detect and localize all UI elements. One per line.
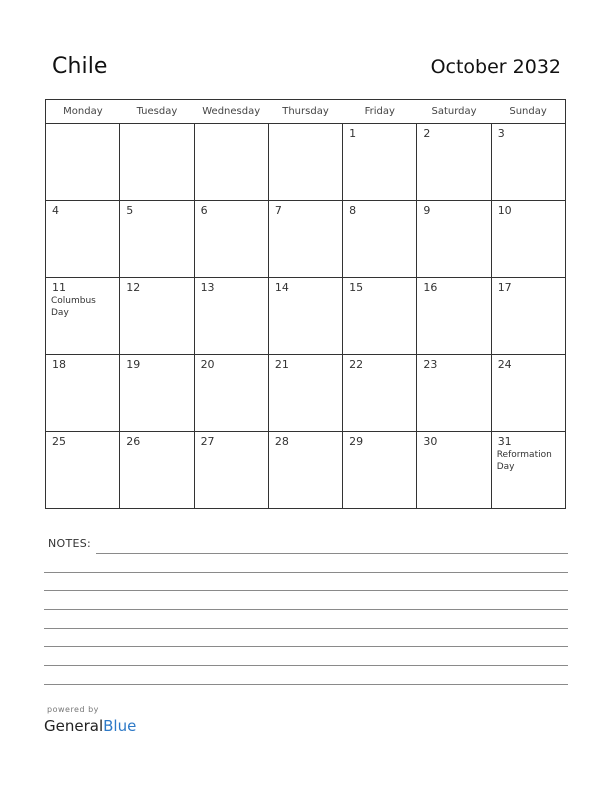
day-number: 19 xyxy=(126,358,141,371)
day-cell xyxy=(46,124,120,201)
day-number: 6 xyxy=(200,204,208,217)
day-cell xyxy=(343,124,417,201)
generalblue-logo[interactable] xyxy=(44,717,136,735)
day-number: 8 xyxy=(349,204,357,217)
weekday-header: Sunday xyxy=(491,100,565,124)
day-number: 4 xyxy=(52,204,59,217)
notes-line xyxy=(44,590,568,591)
notes-line xyxy=(44,572,568,573)
month-title: October 2032 xyxy=(430,56,561,78)
day-cell xyxy=(268,278,342,355)
day-number: 23 xyxy=(423,358,438,371)
day-cell xyxy=(417,355,491,432)
week-row xyxy=(46,124,566,201)
day-number: 20 xyxy=(200,358,215,371)
day-cell xyxy=(120,201,194,278)
day-cell xyxy=(417,124,491,201)
day-number: 25 xyxy=(52,435,66,448)
day-cell xyxy=(120,432,194,509)
day-cell xyxy=(343,355,417,432)
week-row xyxy=(46,278,566,355)
weekday-header-row xyxy=(46,100,566,124)
day-number: 5 xyxy=(126,204,134,217)
day-cell xyxy=(491,201,565,278)
weekday-header: Saturday xyxy=(417,100,491,124)
day-number: 15 xyxy=(349,281,364,294)
day-number: 27 xyxy=(200,435,215,448)
day-number: 3 xyxy=(497,127,505,140)
day-number: 2 xyxy=(423,127,431,140)
day-cell xyxy=(46,355,120,432)
day-cell xyxy=(194,432,268,509)
day-number: 11 xyxy=(52,281,66,294)
day-number: 13 xyxy=(200,281,215,294)
weekday-header: Tuesday xyxy=(120,100,194,124)
day-cell xyxy=(120,278,194,355)
day-number: 29 xyxy=(349,435,364,448)
day-number: 28 xyxy=(274,435,289,448)
day-number: 14 xyxy=(274,281,289,294)
holiday-label: Columbus Day xyxy=(51,296,96,318)
day-cell xyxy=(417,432,491,509)
day-number: 12 xyxy=(126,281,141,294)
holiday-label: Reformation Day xyxy=(496,450,552,472)
notes-line xyxy=(44,684,568,685)
notes-label: NOTES: xyxy=(48,537,92,550)
logo-text-general: General xyxy=(44,717,104,735)
day-cell xyxy=(46,432,120,509)
day-cell xyxy=(417,278,491,355)
day-cell xyxy=(491,432,565,509)
day-cell xyxy=(268,355,342,432)
day-number: 18 xyxy=(52,358,66,371)
day-number: 31 xyxy=(497,435,512,448)
notes-line xyxy=(44,665,568,666)
day-number: 21 xyxy=(274,358,289,371)
weekday-header: Friday xyxy=(343,100,417,124)
day-number: 22 xyxy=(349,358,364,371)
day-cell xyxy=(491,124,565,201)
day-cell xyxy=(343,432,417,509)
day-cell xyxy=(194,124,268,201)
day-cell xyxy=(343,278,417,355)
country-title: Chile xyxy=(52,54,108,79)
day-cell xyxy=(194,278,268,355)
day-number: 7 xyxy=(274,204,282,217)
logo-text-blue: Blue xyxy=(103,717,137,735)
day-cell xyxy=(343,201,417,278)
day-cell xyxy=(46,201,120,278)
day-cell xyxy=(491,278,565,355)
day-cell xyxy=(46,278,120,355)
notes-line xyxy=(96,553,568,554)
notes-line xyxy=(44,609,568,610)
weekday-header: Monday xyxy=(46,100,120,124)
week-row xyxy=(46,432,566,509)
day-cell xyxy=(120,355,194,432)
day-cell xyxy=(491,355,565,432)
day-cell xyxy=(194,201,268,278)
notes-line xyxy=(44,646,568,647)
day-number: 30 xyxy=(423,435,438,448)
day-cell xyxy=(268,432,342,509)
day-number: 17 xyxy=(497,281,512,294)
notes-line xyxy=(44,628,568,629)
calendar-grid xyxy=(45,99,566,509)
weekday-header: Wednesday xyxy=(194,100,268,124)
day-number: 24 xyxy=(497,358,512,371)
day-cell xyxy=(194,355,268,432)
day-cell xyxy=(268,201,342,278)
day-number: 1 xyxy=(349,127,357,140)
week-row xyxy=(46,355,566,432)
weekday-header: Thursday xyxy=(268,100,342,124)
day-number: 26 xyxy=(126,435,141,448)
day-number: 10 xyxy=(497,204,512,217)
day-cell xyxy=(120,124,194,201)
day-number: 9 xyxy=(423,204,431,217)
powered-by-label: powered by xyxy=(47,705,99,714)
week-row xyxy=(46,201,566,278)
day-cell xyxy=(268,124,342,201)
day-cell xyxy=(417,201,491,278)
day-number: 16 xyxy=(423,281,438,294)
